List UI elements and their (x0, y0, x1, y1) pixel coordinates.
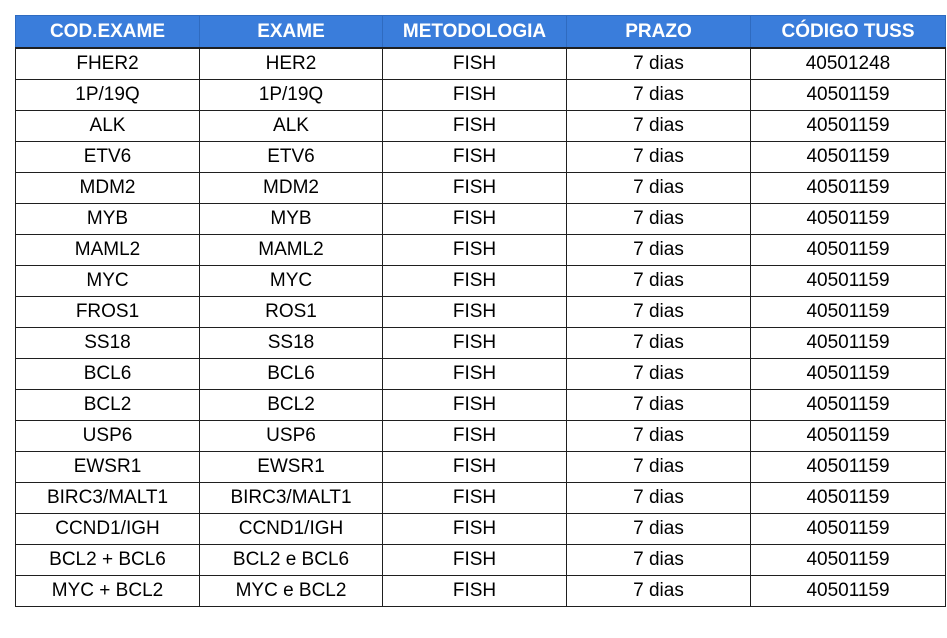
cell-exame: CCND1/IGH (200, 514, 383, 545)
column-header-metodologia: METODOLOGIA (383, 16, 567, 49)
cell-prazo: 7 dias (567, 576, 751, 607)
exam-table-container (15, 15, 946, 607)
cell-metodologia: FISH (383, 545, 567, 576)
cell-prazo: 7 dias (567, 80, 751, 111)
cell-cod-exame: BIRC3/MALT1 (16, 483, 200, 514)
cell-codigo-tuss: 40501159 (751, 359, 946, 390)
cell-prazo: 7 dias (567, 173, 751, 204)
cell-exame: MAML2 (200, 235, 383, 266)
cell-codigo-tuss: 40501159 (751, 452, 946, 483)
table-row (16, 421, 946, 452)
table-row (16, 452, 946, 483)
cell-prazo: 7 dias (567, 545, 751, 576)
cell-metodologia: FISH (383, 204, 567, 235)
table-row (16, 111, 946, 142)
table-row (16, 514, 946, 545)
cell-cod-exame: FHER2 (16, 48, 200, 80)
cell-metodologia: FISH (383, 48, 567, 80)
cell-cod-exame: BCL2 + BCL6 (16, 545, 200, 576)
table-row (16, 576, 946, 607)
table-row (16, 545, 946, 576)
cell-cod-exame: MYC + BCL2 (16, 576, 200, 607)
table-row (16, 266, 946, 297)
cell-exame: BCL2 e BCL6 (200, 545, 383, 576)
cell-exame: MYC e BCL2 (200, 576, 383, 607)
cell-metodologia: FISH (383, 359, 567, 390)
cell-prazo: 7 dias (567, 111, 751, 142)
cell-cod-exame: BCL2 (16, 390, 200, 421)
cell-codigo-tuss: 40501159 (751, 545, 946, 576)
cell-codigo-tuss: 40501159 (751, 142, 946, 173)
cell-exame: ETV6 (200, 142, 383, 173)
column-header-cod-exame: COD.EXAME (16, 16, 200, 49)
cell-exame: MDM2 (200, 173, 383, 204)
cell-cod-exame: ETV6 (16, 142, 200, 173)
column-header-prazo: PRAZO (567, 16, 751, 49)
cell-exame: ALK (200, 111, 383, 142)
table-row (16, 483, 946, 514)
cell-prazo: 7 dias (567, 452, 751, 483)
cell-codigo-tuss: 40501159 (751, 111, 946, 142)
cell-metodologia: FISH (383, 421, 567, 452)
cell-exame: USP6 (200, 421, 383, 452)
table-row (16, 80, 946, 111)
cell-exame: BCL6 (200, 359, 383, 390)
cell-codigo-tuss: 40501159 (751, 390, 946, 421)
cell-cod-exame: FROS1 (16, 297, 200, 328)
cell-cod-exame: ALK (16, 111, 200, 142)
cell-metodologia: FISH (383, 80, 567, 111)
cell-cod-exame: MDM2 (16, 173, 200, 204)
cell-prazo: 7 dias (567, 204, 751, 235)
cell-metodologia: FISH (383, 111, 567, 142)
cell-codigo-tuss: 40501159 (751, 483, 946, 514)
cell-metodologia: FISH (383, 452, 567, 483)
header-row (16, 16, 946, 49)
cell-exame: ROS1 (200, 297, 383, 328)
cell-prazo: 7 dias (567, 514, 751, 545)
table-row (16, 359, 946, 390)
cell-cod-exame: MYC (16, 266, 200, 297)
cell-prazo: 7 dias (567, 266, 751, 297)
cell-codigo-tuss: 40501159 (751, 173, 946, 204)
cell-exame: MYB (200, 204, 383, 235)
cell-exame: HER2 (200, 48, 383, 80)
cell-prazo: 7 dias (567, 359, 751, 390)
cell-cod-exame: 1P/19Q (16, 80, 200, 111)
cell-cod-exame: MYB (16, 204, 200, 235)
cell-metodologia: FISH (383, 235, 567, 266)
cell-exame: BIRC3/MALT1 (200, 483, 383, 514)
cell-exame: EWSR1 (200, 452, 383, 483)
cell-codigo-tuss: 40501159 (751, 80, 946, 111)
cell-cod-exame: EWSR1 (16, 452, 200, 483)
cell-prazo: 7 dias (567, 328, 751, 359)
column-header-exame: EXAME (200, 16, 383, 49)
table-row (16, 142, 946, 173)
cell-codigo-tuss: 40501159 (751, 235, 946, 266)
table-header (16, 16, 946, 49)
cell-metodologia: FISH (383, 173, 567, 204)
cell-exame: 1P/19Q (200, 80, 383, 111)
cell-codigo-tuss: 40501159 (751, 204, 946, 235)
cell-prazo: 7 dias (567, 48, 751, 80)
cell-cod-exame: SS18 (16, 328, 200, 359)
table-row (16, 204, 946, 235)
cell-metodologia: FISH (383, 266, 567, 297)
cell-metodologia: FISH (383, 576, 567, 607)
table-row (16, 390, 946, 421)
cell-codigo-tuss: 40501159 (751, 514, 946, 545)
table-row (16, 297, 946, 328)
cell-codigo-tuss: 40501159 (751, 328, 946, 359)
cell-cod-exame: MAML2 (16, 235, 200, 266)
cell-cod-exame: BCL6 (16, 359, 200, 390)
cell-metodologia: FISH (383, 142, 567, 173)
cell-codigo-tuss: 40501159 (751, 421, 946, 452)
cell-cod-exame: CCND1/IGH (16, 514, 200, 545)
cell-metodologia: FISH (383, 514, 567, 545)
table-row (16, 173, 946, 204)
cell-prazo: 7 dias (567, 142, 751, 173)
cell-metodologia: FISH (383, 297, 567, 328)
cell-prazo: 7 dias (567, 390, 751, 421)
cell-metodologia: FISH (383, 390, 567, 421)
cell-codigo-tuss: 40501159 (751, 576, 946, 607)
cell-metodologia: FISH (383, 328, 567, 359)
table-row (16, 48, 946, 80)
table-row (16, 235, 946, 266)
cell-metodologia: FISH (383, 483, 567, 514)
cell-codigo-tuss: 40501159 (751, 266, 946, 297)
exam-table (15, 15, 946, 607)
table-row (16, 328, 946, 359)
cell-prazo: 7 dias (567, 421, 751, 452)
cell-exame: BCL2 (200, 390, 383, 421)
cell-prazo: 7 dias (567, 483, 751, 514)
cell-exame: MYC (200, 266, 383, 297)
table-body (16, 48, 946, 607)
cell-cod-exame: USP6 (16, 421, 200, 452)
cell-prazo: 7 dias (567, 235, 751, 266)
cell-codigo-tuss: 40501248 (751, 48, 946, 80)
cell-prazo: 7 dias (567, 297, 751, 328)
column-header-codigo-tuss: CÓDIGO TUSS (751, 16, 946, 49)
cell-exame: SS18 (200, 328, 383, 359)
cell-codigo-tuss: 40501159 (751, 297, 946, 328)
